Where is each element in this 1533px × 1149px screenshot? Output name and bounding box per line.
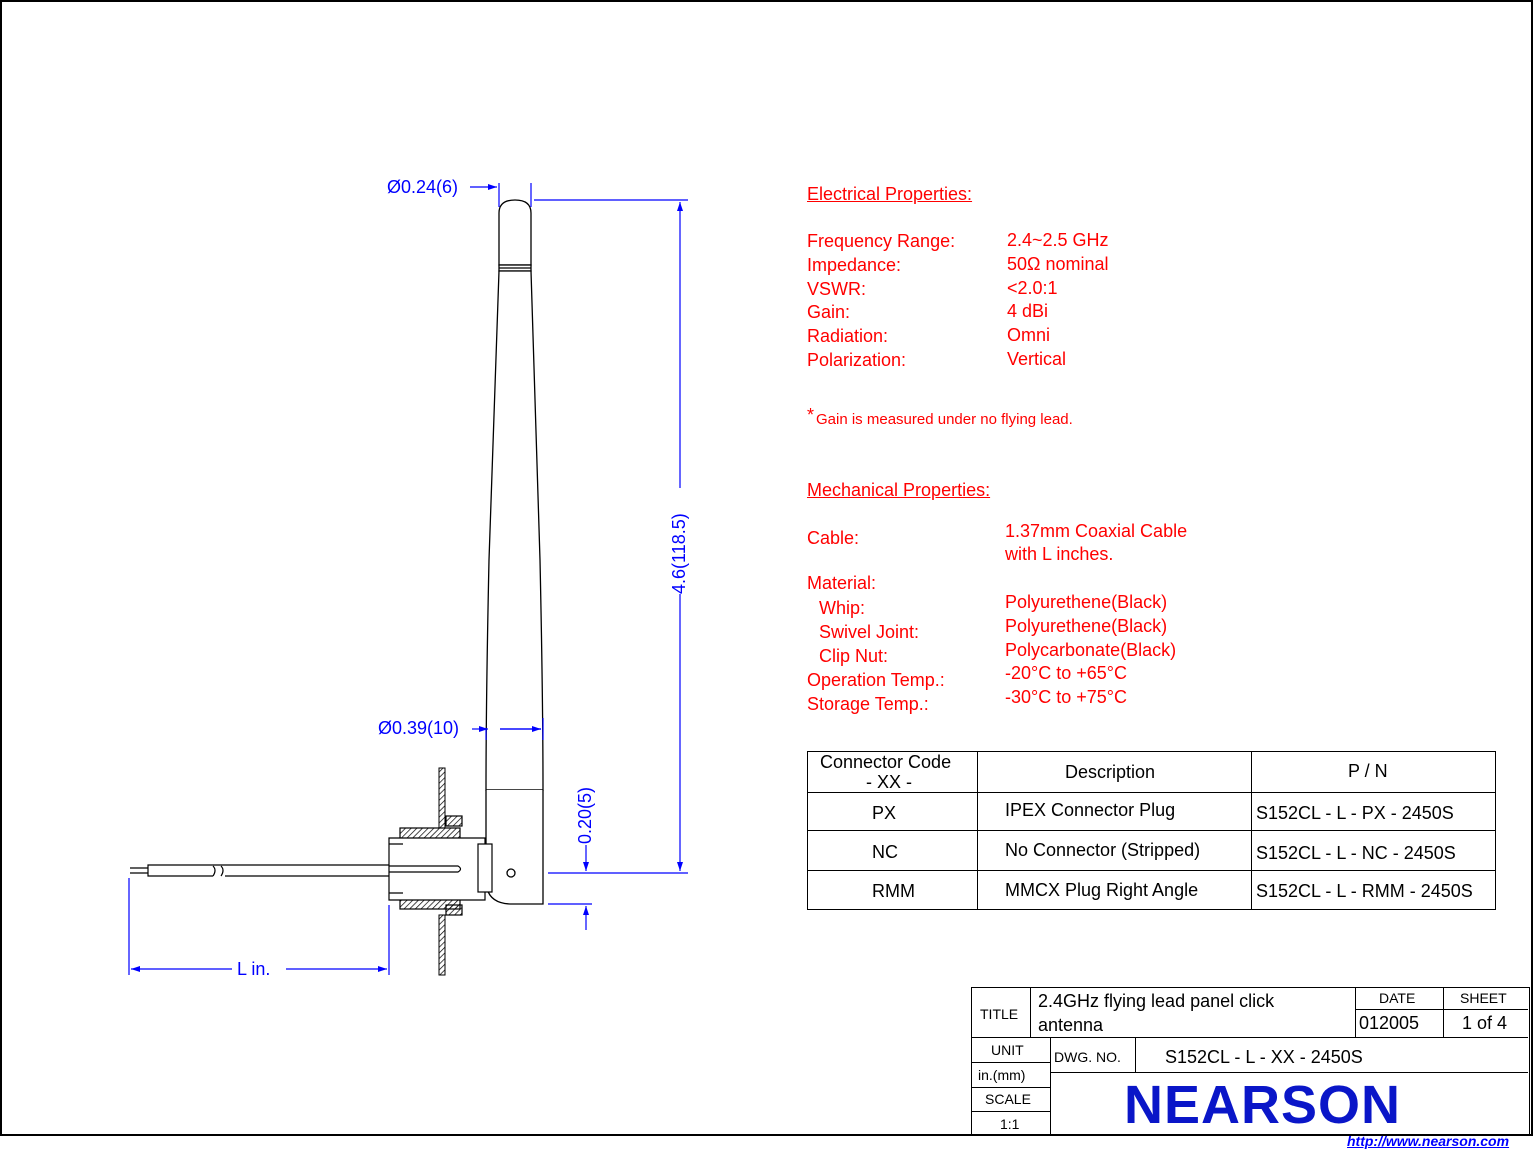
operation-temp-label: Operation Temp.:	[807, 670, 945, 690]
electrical-heading: Electrical Properties:	[807, 184, 973, 204]
frequency-label: Frequency Range:	[807, 231, 956, 251]
tb-divider	[1443, 988, 1444, 1037]
cable-label: Cable:	[807, 528, 860, 548]
website-link[interactable]: http://www.nearson.com	[1347, 1133, 1510, 1149]
base-diameter-label: Ø0.39(10)	[378, 718, 460, 738]
tb-divider	[972, 1062, 1050, 1063]
operation-temp-value: -20°C to +65°C	[1005, 663, 1127, 683]
header-pn: P / N	[1348, 761, 1388, 781]
sheet-value: 1 of 4	[1462, 1013, 1508, 1033]
material-label: Material:	[807, 573, 877, 593]
table-divider	[808, 870, 1495, 871]
pivot-offset-label: 0.20(5)	[575, 786, 595, 844]
row-pn: S152CL - L - RMM - 2450S	[1256, 881, 1473, 901]
whip-label: Whip:	[819, 598, 866, 618]
tb-divider	[1030, 988, 1031, 1037]
header-connector-code: Connector Code	[820, 752, 952, 772]
polarization-label: Polarization:	[807, 350, 907, 370]
polarization-value: Vertical	[1007, 349, 1067, 369]
impedance-label: Impedance:	[807, 255, 902, 275]
row-pn: S152CL - L - PX - 2450S	[1256, 803, 1454, 823]
unit-value: in.(mm)	[978, 1067, 1026, 1083]
tip-diameter-label: Ø0.24(6)	[387, 177, 459, 197]
tb-divider	[972, 1037, 1528, 1038]
tb-divider	[972, 1111, 1050, 1112]
tb-divider	[1355, 1009, 1528, 1010]
scale-value: 1:1	[1000, 1116, 1020, 1132]
cable-value-line2: with L inches.	[1005, 544, 1114, 564]
tb-divider	[972, 1087, 1050, 1088]
scale-label: SCALE	[985, 1091, 1031, 1107]
table-divider	[977, 752, 978, 909]
table-divider	[1251, 752, 1252, 909]
radiation-label: Radiation:	[807, 326, 889, 346]
header-description: Description	[1065, 762, 1156, 782]
vswr-label: VSWR:	[807, 279, 867, 299]
gain-value: 4 dBi	[1007, 301, 1049, 321]
mechanical-heading: Mechanical Properties:	[807, 480, 991, 500]
panel-wall-upper	[439, 768, 445, 828]
gain-note: Gain is measured under no flying lead.	[816, 411, 1073, 428]
row-code: PX	[872, 803, 897, 823]
header-xx: - XX -	[866, 772, 913, 792]
antenna-whip	[486, 200, 543, 904]
row-description: No Connector (Stripped)	[1005, 840, 1201, 860]
overall-length-label: 4.6(118.5)	[669, 513, 689, 594]
title-label: TITLE	[980, 1006, 1019, 1022]
tb-divider	[1050, 1072, 1528, 1073]
tb-divider	[1135, 1037, 1136, 1072]
date-value: 012005	[1359, 1013, 1420, 1033]
dwg-value: S152CL - L - XX - 2450S	[1165, 1047, 1363, 1067]
tb-divider	[1355, 988, 1356, 1037]
row-description: IPEX Connector Plug	[1005, 800, 1176, 820]
sheet-border	[1, 1, 1532, 1135]
row-description: MMCX Plug Right Angle	[1005, 880, 1199, 900]
row-code: NC	[872, 842, 898, 862]
clip-nut-label: Clip Nut:	[819, 646, 889, 666]
nearson-logo: NEARSON	[1124, 1075, 1402, 1135]
cable-length-label: L in.	[237, 959, 271, 979]
unit-label: UNIT	[991, 1042, 1024, 1058]
gain-note-star: *	[807, 405, 815, 425]
tb-divider	[1050, 1037, 1051, 1134]
impedance-value: 50Ω nominal	[1007, 254, 1109, 274]
table-divider	[808, 830, 1495, 831]
frequency-value: 2.4~2.5 GHz	[1007, 230, 1109, 250]
connector-table	[807, 751, 1496, 910]
dwg-label: DWG. NO.	[1054, 1049, 1121, 1065]
row-pn: S152CL - L - NC - 2450S	[1256, 843, 1456, 863]
storage-temp-label: Storage Temp.:	[807, 694, 929, 714]
title-line2: antenna	[1038, 1015, 1104, 1035]
swivel-label: Swivel Joint:	[819, 622, 920, 642]
vswr-value: <2.0:1	[1007, 278, 1058, 298]
row-code: RMM	[872, 881, 915, 901]
panel-wall-lower	[439, 915, 445, 975]
clip-nut-value: Polycarbonate(Black)	[1005, 640, 1177, 660]
whip-value: Polyurethene(Black)	[1005, 592, 1168, 612]
title-line1: 2.4GHz flying lead panel click	[1038, 991, 1275, 1011]
sheet-label: SHEET	[1460, 990, 1507, 1006]
radiation-value: Omni	[1007, 325, 1051, 345]
gain-label: Gain:	[807, 302, 851, 322]
date-label: DATE	[1379, 990, 1416, 1006]
cable-value-line1: 1.37mm Coaxial Cable	[1005, 521, 1188, 541]
storage-temp-value: -30°C to +75°C	[1005, 687, 1127, 707]
swivel-value: Polyurethene(Black)	[1005, 616, 1168, 636]
